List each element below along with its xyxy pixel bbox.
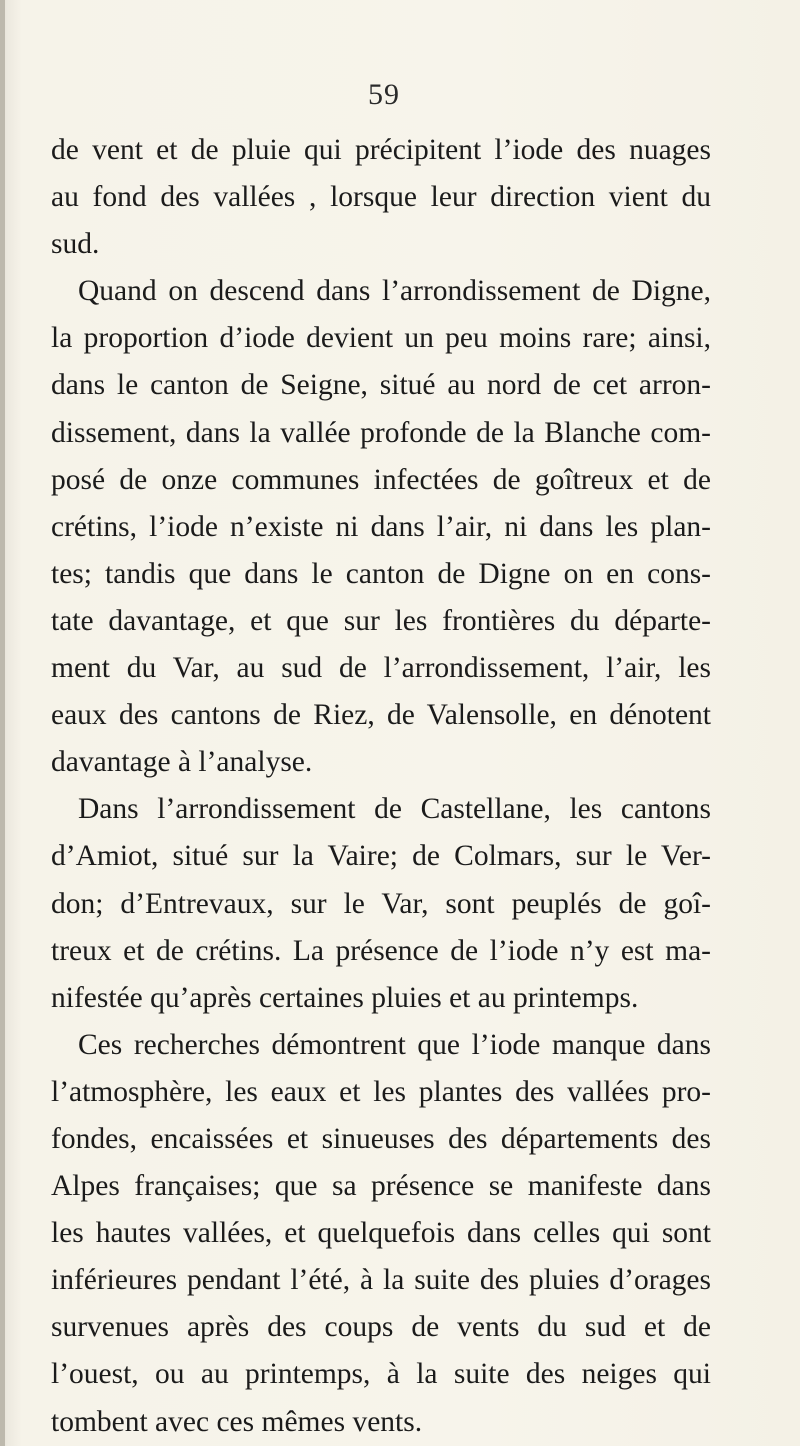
text-line: inférieures pendant l’été, à la suite des pluies d’orages	[51, 1264, 711, 1297]
text-line: treux et de crétins. La présence de l’iode n’y est ma-	[51, 934, 711, 967]
text-line: nifestée qu’après certaines pluies et au printemps.	[51, 981, 639, 1014]
text-line: fondes, encaissées et sinueuses des départements des	[51, 1122, 711, 1155]
text-line: ment du Var, au sud de l’arrondissement, l’air, les	[51, 652, 711, 685]
text-line: don; d’Entrevaux, sur le Var, sont peuplés de goî-	[51, 887, 711, 920]
text-line: tombent avec ces mêmes vents.	[51, 1405, 423, 1438]
text-line: au fond des vallées , lorsque leur direction vient du	[51, 181, 711, 214]
text-line: les hautes vallées, et quelquefois dans celles qui sont	[51, 1217, 711, 1250]
text-line: crétins, l’iode n’existe ni dans l’air, ni dans les plan-	[51, 510, 711, 543]
text-line: Quand on descend dans l’arrondissement de Digne,	[78, 275, 711, 308]
text-line: Dans l’arrondissement de Castellane, les cantons	[78, 793, 711, 826]
text-line: eaux des cantons de Riez, de Valensolle, en dénotent	[51, 699, 711, 732]
text-line: tes; tandis que dans le canton de Digne on en cons-	[51, 557, 711, 590]
page-binding-edge	[0, 0, 5, 1446]
text-line: Alpes françaises; que sa présence se manifeste dans	[51, 1170, 711, 1203]
text-line: d’Amiot, situé sur la Vaire; de Colmars, sur le Ver-	[51, 840, 711, 873]
text-line: davantage à l’analyse.	[51, 746, 313, 779]
text-line: posé de onze communes infectées de goîtreux et de	[51, 463, 711, 496]
text-line: tate davantage, et que sur les frontières du départe-	[51, 604, 711, 637]
text-line: l’ouest, ou au printemps, à la suite des neiges qui	[51, 1358, 711, 1391]
text-line: sud.	[51, 228, 100, 261]
text-line: dissement, dans la vallée profonde de la Blanche com-	[51, 416, 711, 449]
text-line: de vent et de pluie qui précipitent l’iode des nuages	[51, 134, 711, 166]
text-line: Ces recherches démontrent que l’iode manque dans	[78, 1028, 711, 1061]
page-number: 59	[368, 78, 400, 111]
body-text	[51, 127, 711, 1446]
text-line: l’atmosphère, les eaux et les plantes des vallées pro-	[51, 1075, 711, 1108]
text-line: survenues après des coups de vents du sud et de	[51, 1311, 711, 1344]
text-line: la proportion d’iode devient un peu moins rare; ainsi,	[51, 322, 711, 355]
text-line: dans le canton de Seigne, situé au nord de cet arron-	[51, 369, 711, 402]
